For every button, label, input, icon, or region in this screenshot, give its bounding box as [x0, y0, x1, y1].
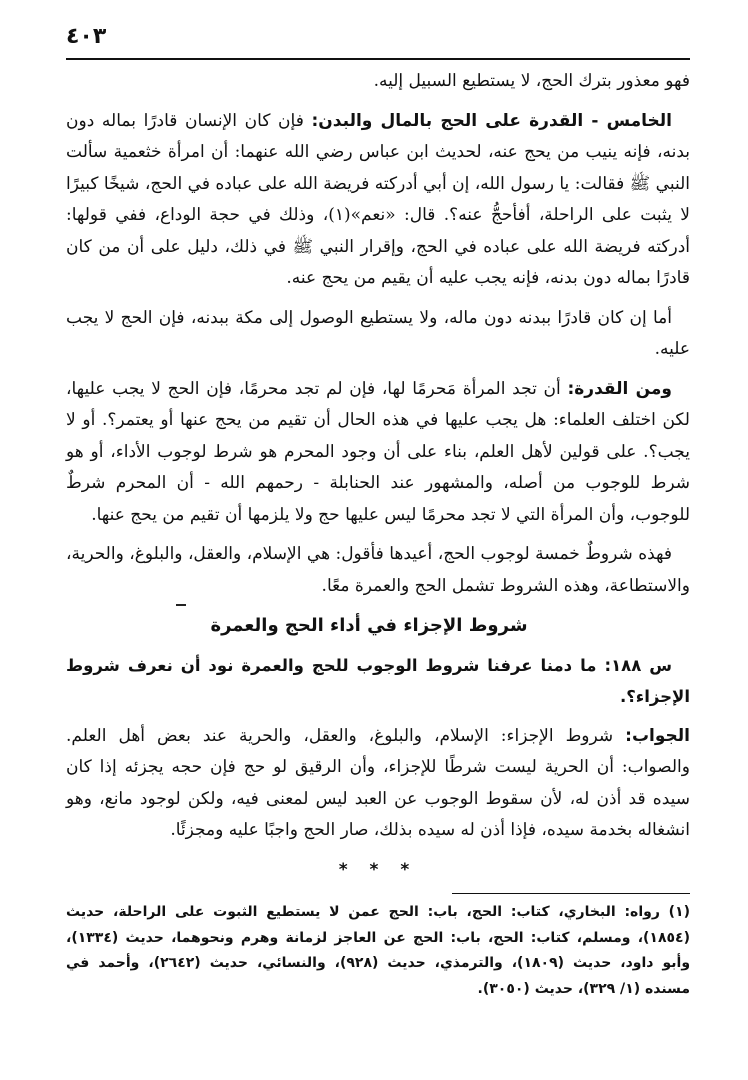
page-number: ٤٠٣: [66, 24, 107, 49]
main-text: [66, 66, 690, 886]
paragraph-4-lead: ومن القدرة:: [567, 378, 672, 399]
answer: [66, 721, 690, 847]
footnote-rule: [452, 893, 690, 894]
paragraph-2-lead: الخامس - القدرة على الحج بالمال والبدن:: [311, 110, 672, 131]
question-188: س ١٨٨: ما دمنا عرفنا شروط الوجوب للحج والعمرة نود أن نعرف شروط الإجزاء؟.: [66, 655, 690, 706]
answer-body: شروط الإجزاء: الإسلام، والبلوغ، والعقل، والحرية عند بعض أهل العلم. والصواب: أن الحرية ليست شرطًا للإجزاء، وأن الرقيق لو حج فإن حجه يجزئه إذا كان سيده قد أذن له، لأن سقوط الوجوب عن العبد ليس لمعنى فيه، ولكن لوجود مانع، وهو انشغاله بخدمة سيده، فإذا أذن له سيده بذلك، صار الحج واجبًا عليه ومجزئًا.: [66, 725, 690, 840]
paragraph-4: [66, 374, 690, 532]
footnote-1: (١) رواه: البخاري، كتاب: الحج، باب: الحج عمن لا يستطيع الثبوت على الراحلة، حديث (١٨٥٤)، ومسلم، كتاب: الحج، باب: الحج عن العاجز لزمانة وهرم ونحوهما، حديث (١٣٣٤)، وأبو داود، حديث (١٨٠٩)، والترمذي، حديث (٩٢٨)، والنسائي، حديث (٢٦٤٢)، وأحمد في مسنده (١/ ٣٢٩)، حديث (٣٠٥٠).: [66, 904, 691, 997]
footnotes: [66, 900, 690, 1002]
header-rule: [66, 58, 690, 60]
stray-dash-mark: [176, 604, 186, 606]
answer-lead: الجواب:: [625, 725, 690, 746]
section-separator: * * *: [338, 859, 418, 880]
paragraph-2: [66, 106, 690, 295]
section-heading: شروط الإجزاء في أداء الحج والعمرة: [210, 615, 528, 636]
paragraph-4-body: أن تجد المرأة مَحرمًا لها، فإن لم تجد محرمًا، فإن الحج لا يجب عليها، لكن اختلف العلماء: هل يجب عليها في هذه الحال أن تقيم من يحج عنها أو يعتمر؟. أو لا يجب؟. على قولين لأهل العلم، بناء على أن وجود المحرم هو شرط لوجوب الأداء، أو هو شرط للوجوب من أصله، والمشهور عند الحنابلة - رحمهم الله - أن المحرم شرطٌ للوجوب، وأن المرأة التي لا تجد محرمًا ليس عليها حج ولا يلزمها أن تقيم من يحج عنها.: [66, 378, 690, 525]
paragraph-1: فهو معذور بترك الحج، لا يستطيع السبيل إليه.: [373, 71, 690, 91]
paragraph-5: فهذه شروطٌ خمسة لوجوب الحج، أعيدها فأقول: هي الإسلام، والعقل، والبلوغ، والحرية، والاستطاعة، وهذه الشروط تشمل الحج والعمرة معًا.: [66, 544, 690, 596]
paragraph-3: أما إن كان قادرًا ببدنه دون ماله، ولا يستطيع الوصول إلى مكة ببدنه، فإن الحج لا يجب عليه.: [66, 307, 690, 359]
paragraph-2-body: فإن كان الإنسان قادرًا بماله دون بدنه، فإنه ينيب من يحج عنه، لحديث ابن عباس رضي الله عنهما: أن امرأة خثعمية سألت النبي ﷺ فقالت: يا رسول الله، إن أبي أدركته فريضة الله على عباده في الحج، شيخًا كبيرًا لا يثبت على الراحلة، أفأحجُّ عنه؟. قال: «نعم»(١)، وذلك في حجة الوداع، ففي قولها: أدركته فريضة الله على عباده في الحج، وإقرار النبي ﷺ في ذلك، دليل على أن من كان قادرًا بماله دون بدنه، فإنه يجب عليه أن يقيم من يحج عنه.: [66, 110, 690, 288]
